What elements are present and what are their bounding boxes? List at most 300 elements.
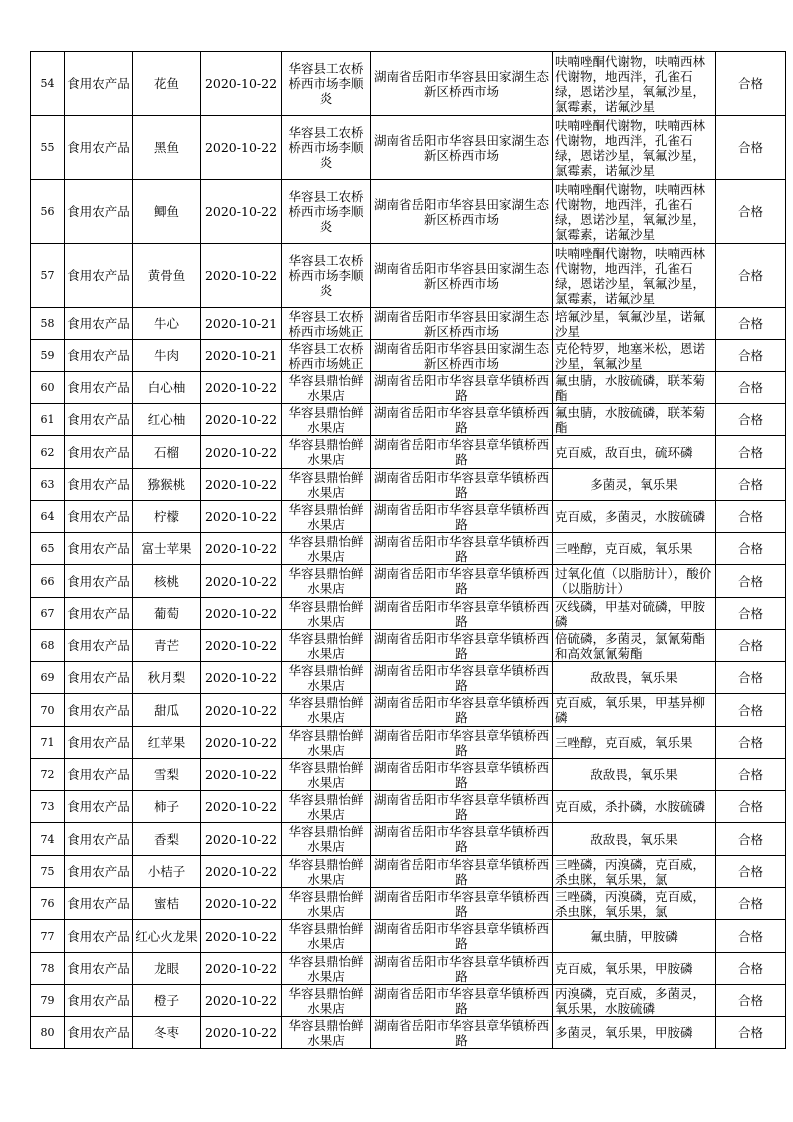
sample-name-cell [133,116,201,180]
sample-name: 核桃 [153,573,179,589]
test-result-cell [716,662,786,694]
table-row [31,1017,786,1049]
food-category-cell [65,888,133,920]
table-row [31,308,786,340]
test-result: 合格 [737,509,763,524]
food-category: 食用农产品 [67,573,130,589]
test-result-cell [716,630,786,662]
food-category: 食用农产品 [67,76,130,91]
table-row [31,727,786,759]
test-result-cell [716,116,786,180]
seller-address: 湖南省岳阳市华容县章华镇桥西路 [373,921,549,951]
row-index-cell [31,953,65,985]
sample-name-cell [133,985,201,1017]
test-result-cell [716,953,786,985]
food-category-cell [65,565,133,598]
seller-address-cell [371,308,553,340]
sampling-date: 2020-10-22 [204,140,278,155]
seller-address-cell [371,1017,553,1049]
sampling-date: 2020-10-22 [204,799,278,814]
food-category-cell [65,694,133,727]
food-category-cell [65,920,133,953]
sampling-date-cell [201,823,282,856]
table-row [31,662,786,694]
seller-name-cell [282,662,371,694]
seller-name-cell [282,985,371,1017]
test-result-cell [716,920,786,953]
table-row [31,565,786,598]
test-result: 合格 [737,831,763,847]
test-result-cell [716,244,786,308]
food-category-cell [65,469,133,501]
table-row [31,180,786,244]
test-items: 敌敌畏，氧乐果 [590,831,678,847]
table-row [31,694,786,727]
test-items-cell [553,920,716,953]
sample-name: 牛肉 [153,348,179,363]
sampling-date: 2020-10-22 [204,702,278,718]
test-items: 灭线磷，甲基对硫磷，甲胺磷 [555,598,706,629]
test-items-cell [553,308,716,340]
seller-address: 湖南省岳阳市华容县章华镇桥西路 [373,791,549,822]
test-items: 倍硫磷，多菌灵，氯氰菊酯和高效氯氰菊酯 [555,630,706,661]
seller-address: 湖南省岳阳市华容县章华镇桥西路 [373,727,549,758]
test-items-cell [553,565,716,598]
sampling-date: 2020-10-22 [204,1025,278,1040]
sample-name: 葡萄 [153,606,179,621]
seller-address: 湖南省岳阳市华容县章华镇桥西路 [373,953,549,984]
table-row [31,759,786,791]
sampling-date-cell [201,436,282,469]
seller-address-cell [371,985,553,1017]
sampling-date-cell [201,372,282,404]
food-category: 食用农产品 [67,928,130,944]
test-result: 合格 [737,573,763,589]
food-category: 食用农产品 [67,348,130,363]
sampling-date: 2020-10-22 [204,477,278,492]
row-index-cell [31,244,65,308]
sampling-date-cell [201,501,282,533]
test-result-cell [716,856,786,888]
seller-address-cell [371,888,553,920]
sample-name: 柿子 [153,799,179,814]
table-row [31,340,786,372]
seller-address-cell [371,501,553,533]
sampling-date: 2020-10-21 [204,316,278,331]
test-items-cell [553,662,716,694]
sample-name-cell [133,469,201,501]
test-items: 氟虫腈，甲胺磷 [590,928,678,944]
test-result: 合格 [737,638,763,653]
seller-address-cell [371,244,553,308]
test-items-cell [553,372,716,404]
food-category: 食用农产品 [67,412,130,427]
seller-address: 湖南省岳阳市华容县章华镇桥西路 [373,404,549,435]
row-index-cell [31,565,65,598]
row-index: 71 [40,736,55,749]
sample-name: 甜瓜 [153,702,179,718]
food-category: 食用农产品 [67,1025,130,1040]
row-index: 60 [40,381,55,394]
sample-name: 猕猴桃 [147,477,186,492]
row-index-cell [31,791,65,823]
food-category: 食用农产品 [67,140,130,155]
food-category: 食用农产品 [67,670,130,685]
food-category: 食用农产品 [67,767,130,782]
test-items-cell [553,469,716,501]
seller-address: 湖南省岳阳市华容县章华镇桥西路 [373,662,549,693]
seller-name: 华容县工农桥桥西市场李顺炎 [288,189,364,234]
food-category-cell [65,533,133,565]
row-index-cell [31,533,65,565]
test-result: 合格 [737,1025,763,1040]
test-items-cell [553,630,716,662]
seller-name-cell [282,116,371,180]
test-result: 合格 [737,735,763,750]
food-category: 食用农产品 [67,606,130,621]
row-index: 70 [40,703,55,717]
test-result-cell [716,52,786,116]
test-result: 合格 [737,928,763,944]
row-index-cell [31,52,65,116]
test-items-cell [553,598,716,630]
row-index: 61 [40,413,55,426]
test-items: 三唑磷，丙溴磷，克百威，杀虫脒，氧乐果，氯 [555,888,706,919]
test-items-cell [553,180,716,244]
seller-name-cell [282,436,371,469]
sample-name: 橙子 [153,993,179,1008]
seller-name-cell [282,372,371,404]
food-category-cell [65,180,133,244]
test-result-cell [716,372,786,404]
sample-name-cell [133,856,201,888]
test-items-cell [553,856,716,888]
sample-name-cell [133,920,201,953]
test-items: 克百威，多菌灵，水胺硫磷 [555,509,706,524]
table-row [31,823,786,856]
row-index: 55 [40,141,55,154]
test-items: 三唑醇，克百威，氧乐果 [555,541,693,556]
food-category: 食用农产品 [67,735,130,750]
sampling-date-cell [201,404,282,436]
row-index-cell [31,694,65,727]
table-row [31,501,786,533]
seller-name-cell [282,52,371,116]
sample-name-cell [133,372,201,404]
test-items-cell [553,533,716,565]
seller-address-cell [371,469,553,501]
food-category: 食用农产品 [67,638,130,653]
test-items: 呋喃唑酮代谢物，呋喃西林代谢物，地西泮，孔雀石绿，恩诺沙星，氧氟沙星，氯霉素，诺氟沙星 [555,181,706,242]
row-index-cell [31,727,65,759]
seller-name-cell [282,340,371,372]
seller-address: 湖南省岳阳市华容县章华镇桥西路 [373,372,549,403]
food-category-cell [65,244,133,308]
test-result: 合格 [737,896,763,911]
test-items: 敌敌畏，氧乐果 [590,767,678,782]
food-category-cell [65,662,133,694]
table-row [31,52,786,116]
test-result-cell [716,436,786,469]
seller-name: 华容县鼎怡鲜水果店 [288,437,364,467]
row-index-cell [31,759,65,791]
seller-name: 华容县鼎怡鲜水果店 [288,662,364,693]
table-row [31,533,786,565]
sample-name-cell [133,308,201,340]
row-index-cell [31,630,65,662]
seller-address-cell [371,598,553,630]
sampling-date-cell [201,920,282,953]
test-result: 合格 [737,864,763,879]
sampling-date: 2020-10-22 [204,831,278,847]
sampling-date: 2020-10-22 [204,993,278,1008]
sample-name-cell [133,598,201,630]
table-row [31,791,786,823]
food-category: 食用农产品 [67,961,130,976]
seller-address: 湖南省岳阳市华容县田家湖生态新区桥西市场 [373,196,549,227]
seller-name: 华容县工农桥桥西市场李顺炎 [288,253,364,298]
seller-address-cell [371,920,553,953]
sampling-date-cell [201,727,282,759]
food-category-cell [65,52,133,116]
sample-name: 香梨 [153,831,179,847]
seller-address: 湖南省岳阳市华容县章华镇桥西路 [373,985,549,1016]
seller-address-cell [371,727,553,759]
test-items-cell [553,1017,716,1049]
sampling-date: 2020-10-22 [204,76,278,91]
seller-address: 湖南省岳阳市华容县章华镇桥西路 [373,598,549,629]
seller-address-cell [371,116,553,180]
sample-name-cell [133,823,201,856]
test-result: 合格 [737,799,763,814]
seller-name-cell [282,791,371,823]
seller-name-cell [282,565,371,598]
seller-name-cell [282,501,371,533]
sampling-date: 2020-10-22 [204,928,278,944]
seller-address-cell [371,340,553,372]
sample-name: 鲫鱼 [153,204,179,219]
test-items: 克百威，敌百虫，硫环磷 [555,444,693,460]
test-items: 呋喃唑酮代谢物，呋喃西林代谢物，地西泮，孔雀石绿，恩诺沙星，氧氟沙星，氯霉素，诺氟沙星 [555,53,706,114]
table-body [31,52,786,1049]
sample-name-cell [133,565,201,598]
row-index-cell [31,920,65,953]
test-result-cell [716,727,786,759]
seller-address: 湖南省岳阳市华容县田家湖生态新区桥西市场 [373,132,549,163]
sampling-date-cell [201,244,282,308]
seller-name-cell [282,727,371,759]
row-index-cell [31,340,65,372]
test-items-cell [553,823,716,856]
test-result-cell [716,404,786,436]
food-category: 食用农产品 [67,799,130,814]
table-row [31,920,786,953]
test-result: 合格 [737,412,763,427]
row-index-cell [31,888,65,920]
seller-name: 华容县鼎怡鲜水果店 [288,824,364,854]
test-result: 合格 [737,204,763,219]
seller-name-cell [282,920,371,953]
sample-name-cell [133,52,201,116]
sample-name-cell [133,759,201,791]
sampling-date-cell [201,533,282,565]
seller-address-cell [371,565,553,598]
seller-name-cell [282,308,371,340]
sample-name-cell [133,1017,201,1049]
test-result: 合格 [737,606,763,621]
food-category-cell [65,823,133,856]
sample-name: 秋月梨 [147,670,186,685]
seller-address-cell [371,662,553,694]
seller-name-cell [282,630,371,662]
row-index: 64 [40,510,55,523]
sampling-date: 2020-10-22 [204,638,278,653]
sample-name: 黑鱼 [153,140,179,155]
sampling-date: 2020-10-22 [204,444,278,460]
sampling-date-cell [201,1017,282,1049]
row-index: 78 [40,962,55,975]
seller-address-cell [371,52,553,116]
row-index: 65 [40,542,55,555]
seller-name: 华容县工农桥桥西市场姚正 [288,308,364,339]
test-result: 合格 [737,670,763,685]
seller-address-cell [371,856,553,888]
sampling-date: 2020-10-22 [204,670,278,685]
test-items: 三唑醇，克百威，氧乐果 [555,735,693,750]
sampling-date: 2020-10-22 [204,961,278,976]
table-row [31,116,786,180]
row-index-cell [31,1017,65,1049]
sampling-date-cell [201,565,282,598]
sampling-date: 2020-10-22 [204,573,278,589]
table-row [31,630,786,662]
row-index: 56 [40,205,55,218]
sampling-date-cell [201,694,282,727]
sampling-date: 2020-10-22 [204,509,278,524]
seller-address-cell [371,436,553,469]
test-items: 氟虫腈，水胺硫磷，联苯菊酯 [555,404,706,435]
seller-address: 湖南省岳阳市华容县章华镇桥西路 [373,437,549,467]
test-result-cell [716,340,786,372]
sample-name-cell [133,180,201,244]
seller-name: 华容县鼎怡鲜水果店 [288,1017,364,1048]
test-result-cell [716,791,786,823]
row-index-cell [31,501,65,533]
seller-name-cell [282,598,371,630]
sampling-date: 2020-10-22 [204,896,278,911]
inspection-results-table [30,51,786,1049]
table-row [31,953,786,985]
seller-name: 华容县工农桥桥西市场李顺炎 [288,61,364,106]
table-row [31,598,786,630]
food-category-cell [65,598,133,630]
food-category: 食用农产品 [67,509,130,524]
row-index: 54 [40,77,55,90]
table-row [31,404,786,436]
row-index: 66 [40,574,55,588]
test-result-cell [716,985,786,1017]
sample-name-cell [133,662,201,694]
sample-name: 红心柚 [147,412,186,427]
food-category-cell [65,985,133,1017]
test-result-cell [716,1017,786,1049]
seller-address-cell [371,694,553,727]
test-items-cell [553,888,716,920]
test-result-cell [716,180,786,244]
test-items-cell [553,52,716,116]
test-items: 克百威，杀扑磷，水胺硫磷 [555,799,706,814]
test-items-cell [553,501,716,533]
row-index: 73 [40,800,55,813]
seller-address: 湖南省岳阳市华容县章华镇桥西路 [373,1017,549,1048]
sample-name-cell [133,791,201,823]
row-index: 62 [40,445,55,459]
row-index-cell [31,985,65,1017]
test-result: 合格 [737,140,763,155]
seller-name-cell [282,404,371,436]
seller-address-cell [371,953,553,985]
test-items-cell [553,727,716,759]
test-result-cell [716,759,786,791]
row-index-cell [31,404,65,436]
sampling-date: 2020-10-22 [204,541,278,556]
sample-name: 红心火龙果 [135,928,198,944]
food-category-cell [65,791,133,823]
sample-name: 小桔子 [147,864,186,879]
test-result: 合格 [737,268,763,283]
test-result: 合格 [737,76,763,91]
row-index-cell [31,372,65,404]
test-items: 三唑磷，丙溴磷，克百威，杀虫脒，氧乐果，氯 [555,856,706,887]
seller-address: 湖南省岳阳市华容县章华镇桥西路 [373,501,549,532]
row-index-cell [31,823,65,856]
table-row [31,985,786,1017]
table-row [31,469,786,501]
test-result-cell [716,308,786,340]
sampling-date-cell [201,340,282,372]
seller-address-cell [371,791,553,823]
sampling-date-cell [201,791,282,823]
seller-address: 湖南省岳阳市华容县田家湖生态新区桥西市场 [373,68,549,99]
test-result: 合格 [737,702,763,718]
test-items: 克伦特罗，地塞米松，恩诺沙星，氧氟沙星 [555,340,706,371]
table-row [31,888,786,920]
seller-name: 华容县鼎怡鲜水果店 [288,501,364,532]
test-items: 多菌灵，氧乐果 [590,477,678,492]
sample-name: 黄骨鱼 [147,268,186,283]
test-items-cell [553,953,716,985]
seller-name-cell [282,469,371,501]
sample-name-cell [133,888,201,920]
sampling-date-cell [201,52,282,116]
seller-address: 湖南省岳阳市华容县田家湖生态新区桥西市场 [373,340,549,371]
food-category-cell [65,630,133,662]
row-index: 79 [40,994,55,1007]
sample-name: 富士苹果 [141,541,192,556]
seller-name: 华容县鼎怡鲜水果店 [288,533,364,564]
row-index: 67 [40,607,55,620]
food-category-cell [65,340,133,372]
seller-name: 华容县工农桥桥西市场李顺炎 [288,125,364,170]
row-index: 80 [40,1026,55,1039]
sampling-date: 2020-10-22 [204,380,278,395]
food-category-cell [65,727,133,759]
seller-address-cell [371,759,553,791]
sampling-date-cell [201,598,282,630]
row-index-cell [31,662,65,694]
test-result: 合格 [737,444,763,460]
food-category: 食用农产品 [67,864,130,879]
